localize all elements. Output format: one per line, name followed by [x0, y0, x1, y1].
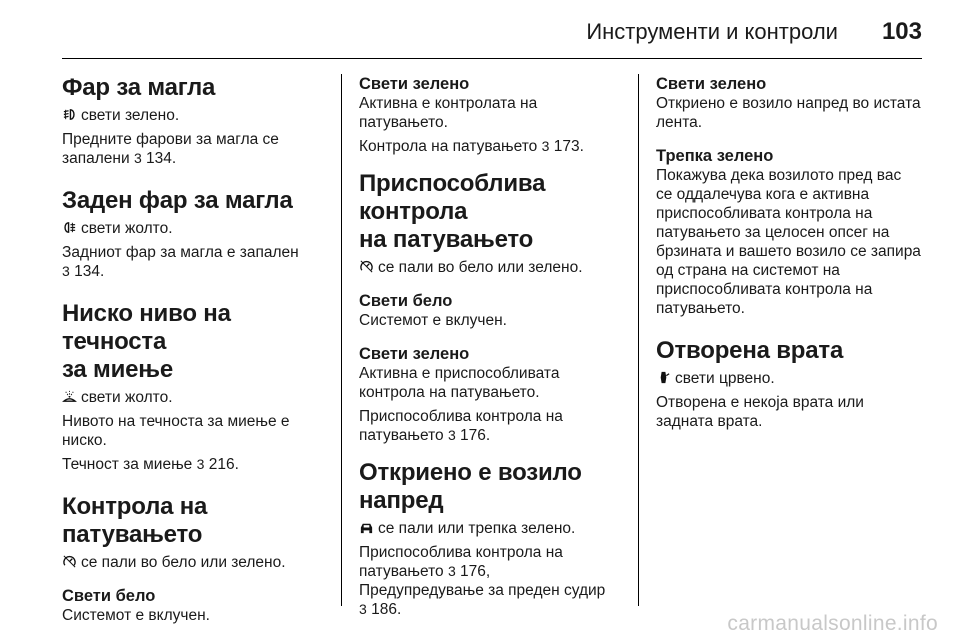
- page-title: Инструменти и контроли: [586, 19, 838, 44]
- column-divider: [638, 74, 639, 606]
- washer-fluid-icon: [62, 389, 77, 404]
- indicator-line: свети жолто.: [62, 219, 327, 238]
- body-text: Нивото на течноста за миење е ниско.: [62, 413, 290, 449]
- column-1: [62, 74, 327, 630]
- door-open-icon: [656, 370, 671, 385]
- section-title: Заден фар за магла: [62, 187, 293, 214]
- watermark: carmanualsonline.info: [727, 612, 938, 635]
- ref-arrow-icon: 3: [196, 456, 205, 472]
- body-text: Покажува дека возилото пред вас се оддалечува кога е активна приспособливата контрола на патувањето за целосен опсег на брзината и вашето возило се запира од страна на системот на приспособливата контрола на патувањето.: [656, 167, 921, 317]
- section-title: Ниско ниво на течноста за миење: [62, 300, 231, 383]
- indicator-line: се пали во бело или зелено.: [62, 553, 327, 572]
- body-text: Течност за миење 3 216.: [62, 456, 239, 473]
- body-text: Предните фарови за магла се запалени 3 134.: [62, 131, 279, 167]
- cruise-control-icon: [62, 554, 77, 569]
- section-title: Откриено е возило напред: [359, 459, 582, 514]
- subheading: Трепка зелено: [656, 147, 774, 165]
- body-text: Системот е вклучен.: [359, 312, 507, 329]
- ref-arrow-icon: 3: [447, 427, 456, 443]
- indicator-line: се пали во бело или зелено.: [359, 258, 624, 277]
- ref-arrow-icon: 3: [541, 138, 550, 154]
- cruise-control-icon: [359, 259, 374, 274]
- section-title: Фар за магла: [62, 74, 216, 101]
- front-fog-light-icon: [62, 107, 77, 122]
- body-text: Отворена е некоја врата или задната врата.: [656, 394, 864, 430]
- body-text: Активна е контролата на патувањето.: [359, 95, 538, 131]
- subheading: Свети бело: [359, 292, 453, 310]
- section-title: Отворена врата: [656, 337, 844, 364]
- column-2: [359, 74, 624, 624]
- subheading: Свети зелено: [359, 345, 470, 363]
- subheading: Свети зелено: [656, 75, 767, 93]
- body-text: Приспособлива контрола на патувањето 3 176, Предупредување за преден судир 3 186.: [359, 544, 606, 618]
- body-text: Задниот фар за магла е запален 3 134.: [62, 244, 299, 280]
- header-rule: [62, 58, 922, 59]
- subheading: Свети бело: [62, 587, 156, 605]
- ref-arrow-icon: 3: [447, 563, 456, 579]
- vehicle-ahead-icon: [359, 520, 374, 535]
- page-header: [0, 18, 922, 46]
- column-divider: [341, 74, 342, 606]
- indicator-line: свети жолто.: [62, 388, 327, 407]
- body-text: Контрола на патувањето 3 173.: [359, 138, 584, 155]
- indicator-line: свети зелено.: [62, 106, 327, 125]
- rear-fog-light-icon: [62, 220, 77, 235]
- body-text: Откриено е возило напред во истата лента.: [656, 95, 921, 131]
- body-text: Приспособлива контрола на патувањето 3 176.: [359, 408, 563, 444]
- section-title: Контрола на патувањето: [62, 493, 208, 548]
- body-text: Активна е приспособливата контрола на патувањето.: [359, 365, 560, 401]
- ref-arrow-icon: 3: [359, 601, 367, 617]
- section-title: Приспособлива контрола на патувањето: [359, 170, 546, 253]
- subheading: Свети зелено: [359, 75, 470, 93]
- ref-arrow-icon: 3: [62, 263, 70, 279]
- indicator-line: свети црвено.: [656, 369, 921, 388]
- page-number: 103: [881, 18, 922, 45]
- column-3: [656, 74, 921, 436]
- ref-arrow-icon: 3: [133, 150, 142, 166]
- body-text: Системот е вклучен.: [62, 607, 210, 624]
- indicator-line: се пали или трепка зелено.: [359, 519, 624, 538]
